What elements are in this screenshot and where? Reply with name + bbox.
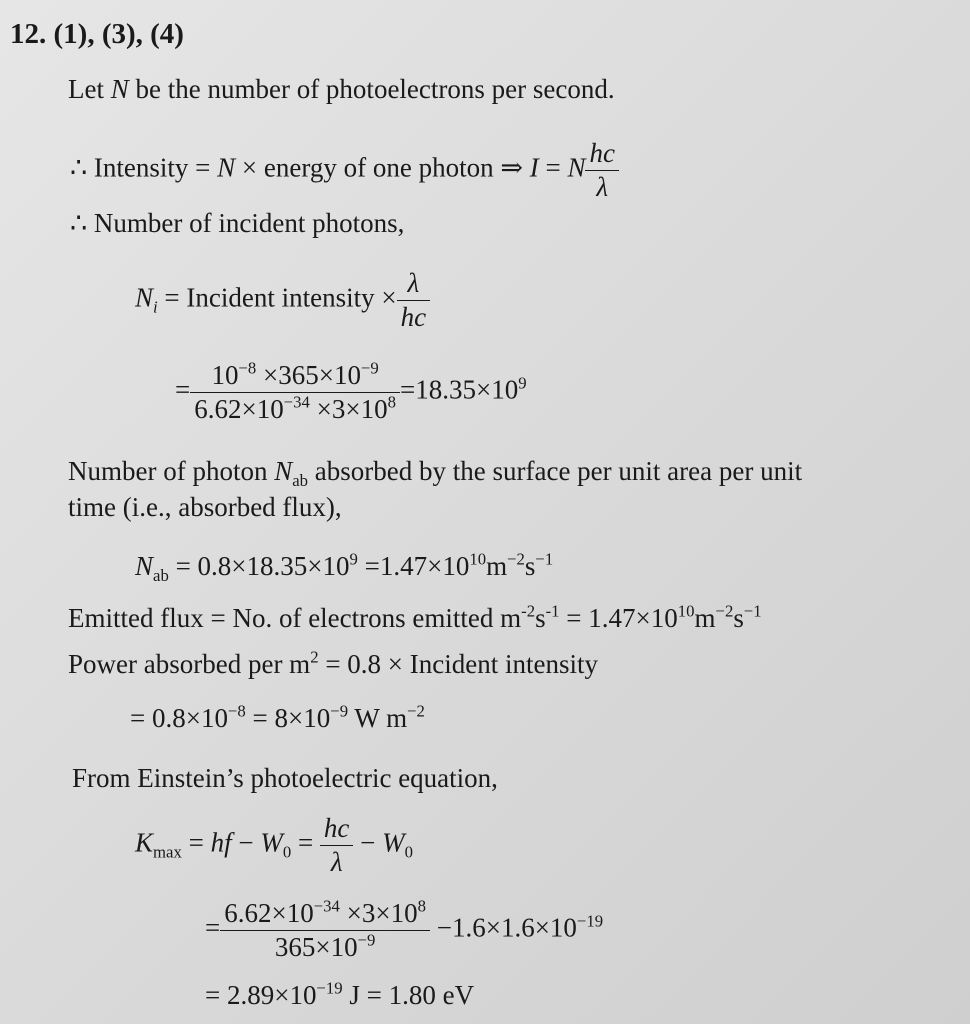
- line-emitted-flux: Emitted flux = No. of electrons emitted $m^{-2}s^{-1} = 1.47\times 10^{10}m^{-2}s^{-1}$: [68, 601, 762, 633]
- line-definition: Let N be the number of photoelectrons per second.: [68, 74, 615, 104]
- fraction-kmax: $\frac{6.62\times 10^{-34} \times 3\times 10^8}{365\times 10^{-9}}$: [220, 900, 430, 961]
- fraction-hc-lambda-2: $\frac{hc}{\lambda}$: [320, 815, 353, 876]
- line-absorbed-flux: time (i.e., absorbed flux),: [68, 492, 342, 522]
- fraction-hc-lambda: $\frac{hc}{\lambda}$: [585, 140, 618, 201]
- line-number-incident: ∴ Number of incident photons,: [70, 208, 405, 238]
- equation-incident-photons: $N_i$ = Incident intensity × $\frac{\lambda}{hc}$: [135, 270, 430, 331]
- equation-power: = $0.8\times 10^{-8} = 8\times 10^{-9}$ W $m^{-2}$: [130, 701, 425, 733]
- equation-absorbed: $N_{ab} = 0.8\times 18.35\times 10^9 =1.47\times 10^{10}m^{-2}s^{-1}$: [135, 549, 554, 585]
- equation-kmax-value: = $\frac{6.62\times 10^{-34} \times 3\times 10^8}{365\times 10^{-9}}$ $-1.6\times 1.6\times 10^{-19}$: [205, 896, 604, 962]
- equation-kmax: $K_{max}$ = hf − $W_0$ = $\frac{hc}{\lambda}$ − $W_0$: [135, 813, 414, 877]
- question-header: [10, 20, 184, 49]
- answer-options: (1), (3), (4): [53, 18, 184, 50]
- fraction-lambda-hc: $\frac{\lambda}{hc}$: [397, 270, 430, 331]
- question-number: 12.: [10, 18, 47, 50]
- line-absorbed-desc: Number of photon $N_{ab}$ absorbed by the surface per unit area per unit: [68, 456, 803, 490]
- line-einstein: From Einstein’s photoelectric equation,: [72, 763, 498, 793]
- equation-incident-value: = $\frac{10^{-8} \times 365\times 10^{-9}}{6.62\times 10^{-34} \times 3\times 10^8}$ $=18.35\times 10^9$: [175, 358, 527, 424]
- equation-final: = $2.89\times 10^{-19}$ J = 1.80 eV: [205, 978, 475, 1010]
- line-power-absorbed: Power absorbed per $m^2 = 0.8$ × Incident intensity: [68, 647, 598, 679]
- fraction-incident: $\frac{10^{-8} \times 365\times 10^{-9}}{6.62\times 10^{-34} \times 3\times 10^8}$: [190, 362, 400, 423]
- line-intensity: ∴ Intensity = N × energy of one photon ⇒ I = N $\frac{hc}{\lambda}$: [70, 140, 619, 201]
